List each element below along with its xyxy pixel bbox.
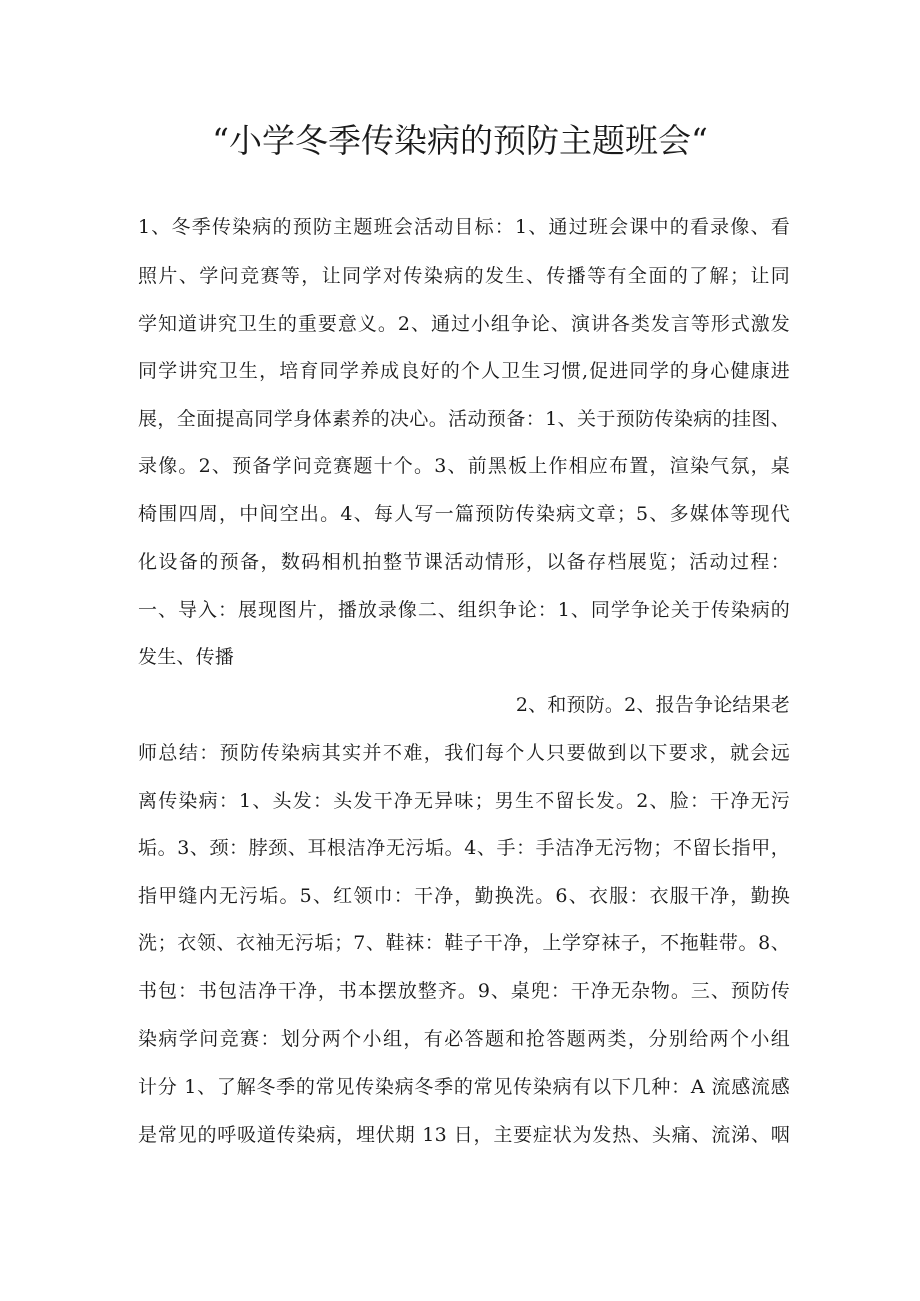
body-line: 录像。2、预备学问竞赛题十个。3、前黑板上作相应布置，渲染气氛，桌 [138,455,790,477]
body-line: 垢。3、颈：脖颈、耳根洁净无污垢。4、手：手洁净无污物；不留长指甲， [138,837,790,859]
body-line: 化设备的预备，数码相机拍整节课活动情形，以备存档展览；活动过程： [138,551,790,573]
body-line: 椅围四周，中间空出。4、每人写一篇预防传染病文章；5、多媒体等现代 [138,503,790,525]
body-line: 同学讲究卫生，培育同学养成良好的个人卫生习惯,促进同学的身心健康进 [138,360,790,382]
body-line: 指甲缝内无污垢。5、红领巾：干净，勤换洗。6、衣服：衣服干净，勤换 [138,885,790,907]
body-line: 发生、传播 [138,646,235,668]
body-line: 染病学问竞赛：划分两个小组，有必答题和抢答题两类，分别给两个小组 [138,1028,790,1050]
body-line: 照片、学问竞赛等，让同学对传染病的发生、传播等有全面的了解；让同 [138,265,790,287]
body-line: 1、冬季传染病的预防主题班会活动目标：1、通过班会课中的看录像、看 [138,216,790,238]
body-line: 2、和预防。2、报告争论结果老 [515,694,790,716]
body-line: 离传染病：1、头发：头发干净无异味；男生不留长发。2、脸：干净无污 [138,790,790,812]
body-line: 展，全面提高同学身体素养的决心。活动预备：1、关于预防传染病的挂图、 [138,408,790,430]
body-line: 学知道讲究卫生的重要意义。2、通过小组争论、演讲各类发言等形式激发 [138,313,790,335]
body-line: 师总结：预防传染病其实并不难，我们每个人只要做到以下要求，就会远 [138,742,790,764]
document-title: “小学冬季传染病的预防主题班会“ [212,121,708,160]
body-line: 书包：书包洁净干净，书本摆放整齐。9、桌兜：干净无杂物。三、预防传 [138,980,790,1002]
body-line: 洗；衣领、衣袖无污垢；7、鞋袜：鞋子干净，上学穿袜子，不拖鞋带。8、 [138,932,790,954]
body-line: 是常见的呼吸道传染病，埋伏期 13 日，主要症状为发热、头痛、流涕、咽 [138,1124,790,1146]
body-line: 计分 1、了解冬季的常见传染病冬季的常见传染病有以下几种：A 流感流感 [138,1076,790,1098]
body-line: 一、导入：展现图片，播放录像二、组织争论：1、同学争论关于传染病的 [138,599,790,621]
